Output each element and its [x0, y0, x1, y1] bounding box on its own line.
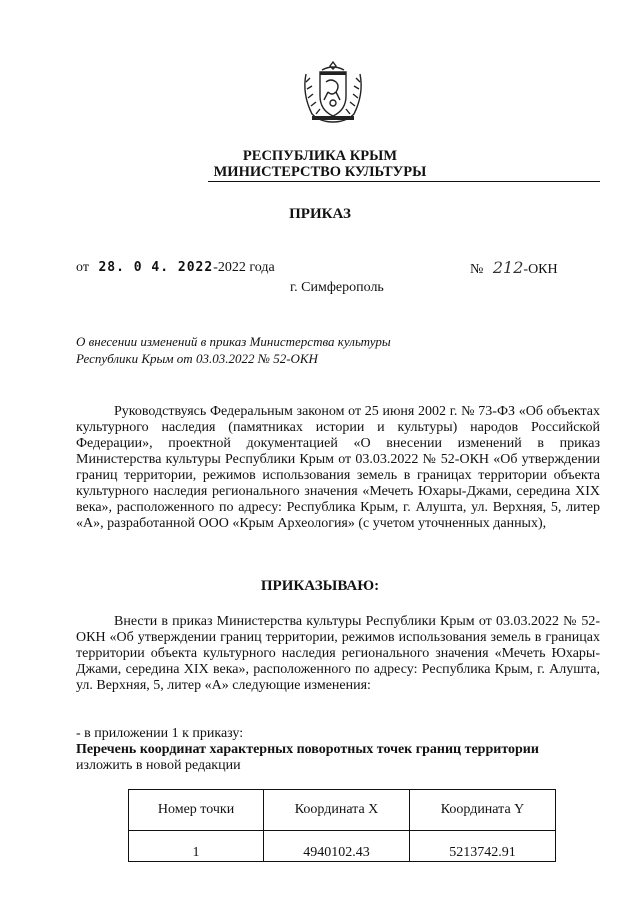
cell-point-number: 1 — [129, 831, 264, 862]
republic-title: РЕСПУБЛИКА КРЫМ — [242, 148, 398, 164]
preamble — [76, 404, 600, 532]
document-type: ПРИКАЗ — [289, 206, 351, 222]
body-main — [76, 614, 600, 694]
table-row — [129, 831, 556, 862]
date-prefix: от — [76, 260, 89, 275]
subject-line-1: О внесении изменений в приказ Министерства культуры — [76, 334, 391, 349]
ministry-title: МИНИСТЕРСТВО КУЛЬТУРЫ — [213, 164, 427, 180]
body-item: - в приложении 1 к приказу: — [76, 726, 244, 741]
date-line — [76, 260, 275, 276]
body-heading-bold: Перечень координат характерных поворотных точек границ территории — [76, 742, 539, 757]
order-number — [470, 258, 558, 278]
cell-coordinate-x: 4940102.43 — [264, 831, 410, 862]
handwritten-date: 28. 0 4. 2022 — [98, 260, 214, 275]
header-point-number: Номер точки — [129, 790, 264, 831]
order-word: ПРИКАЗЫВАЮ: — [260, 578, 380, 594]
coat-of-arms-icon — [298, 56, 368, 126]
number-suffix: -ОКН — [523, 262, 558, 277]
number-prefix: № — [470, 262, 484, 277]
body-main-text: Внести в приказ Министерства культуры Республики Крым от 03.03.2022 № 52-ОКН «Об утверждении границ территории, режимов использования земель в границах территории объекта культурного наследия регионального значения «Мечеть Юхары-Джами, середина XIX века», расположенного по адресу: Республика Крым, г. Алушта, ул. Верхняя, 5, литер «А» следующие изменения: — [76, 614, 600, 693]
handwritten-number: 212 — [492, 258, 524, 277]
cell-coordinate-y: 5213742.91 — [410, 831, 556, 862]
header-coordinate-y: Координата Y — [410, 790, 556, 831]
body-heading-rest: изложить в новой редакции — [76, 758, 241, 773]
preamble-text: Руководствуясь Федеральным законом от 25 июня 2002 г. № 73-ФЗ «Об объектах культурного наследия (памятниках истории и культуры) народов Российской Федерации», проектной документацией «О внесении изменений в приказ Министерства культуры Республики Крым от 03.03.2022 № 52-ОКН «Об утверждении границ территории, режимов использования земель в границах территории объекта культурного наследия регионального значения «Мечеть Юхары-Джами, середина XIX века», расположенного по адресу: Республика Крым, г. Алушта, ул. Верхняя, 5, литер «А», разработанной ООО «Крым Археология» (с учетом уточненных данных), — [76, 404, 600, 531]
subject-line-2: Республики Крым от 03.03.2022 № 52-ОКН — [76, 351, 318, 366]
coordinates-table — [128, 789, 556, 862]
table-header-row — [129, 790, 556, 831]
city: г. Симферополь — [290, 280, 384, 295]
header-divider — [208, 181, 600, 182]
header-coordinate-x: Координата X — [264, 790, 410, 831]
date-suffix: -2022 года — [213, 260, 275, 275]
